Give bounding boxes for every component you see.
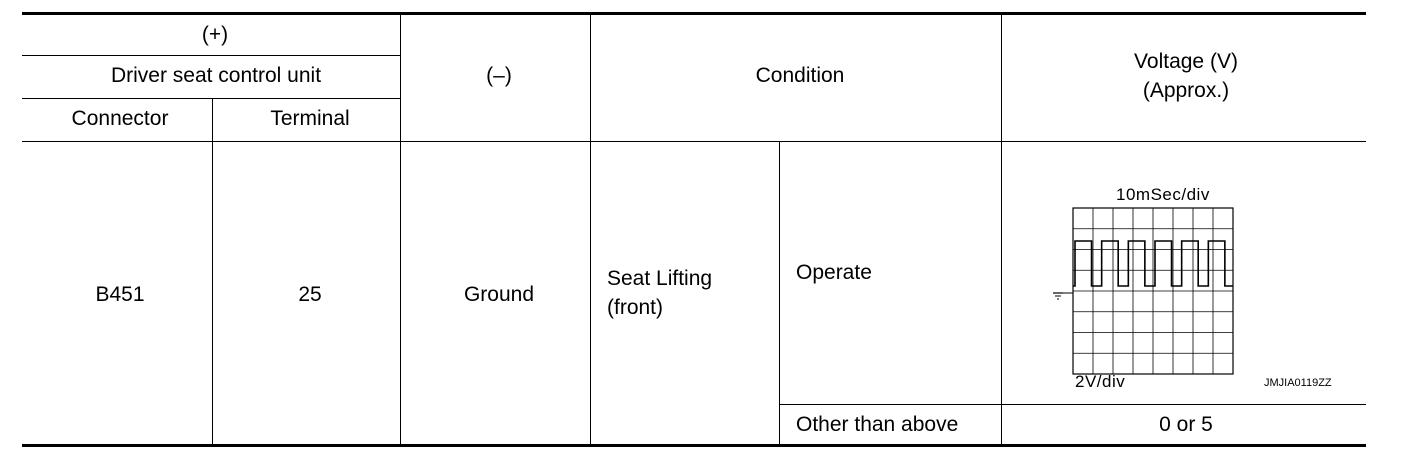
rule-above-other (779, 404, 1366, 405)
col-rule-condition-state (779, 141, 780, 446)
col-rule-minus-condition (590, 13, 591, 446)
header-voltage-approx: (Approx.) (1142, 79, 1230, 102)
scope-volt-div: 2V/div (1075, 372, 1126, 391)
cell-connector: B451 (95, 283, 145, 306)
scope-figure-code: JMJIA0119ZZ (1264, 377, 1332, 389)
header-plus: (+) (201, 23, 229, 46)
cell-condition-line2: (front) (607, 296, 664, 319)
cell-state-other: Other than above (796, 413, 959, 436)
scope-grid-svg (1040, 180, 1360, 395)
col-rule-connector-terminal (212, 98, 213, 446)
cell-condition-line1: Seat Lifting (607, 267, 713, 290)
rule-under-plus (22, 55, 401, 56)
header-bottom-rule (22, 141, 1366, 142)
table-bottom-border (22, 444, 1366, 447)
cell-voltage-other: 0 or 5 (1159, 413, 1213, 436)
cell-terminal: 25 (298, 283, 322, 306)
oscilloscope-waveform (1040, 180, 1360, 395)
table-top-border (22, 12, 1366, 15)
cell-minus: Ground (463, 283, 535, 306)
header-voltage: Voltage (V) (1134, 50, 1238, 73)
cell-state-operate: Operate (796, 261, 872, 284)
col-rule-plus-minus (400, 13, 401, 446)
col-rule-condition-voltage (1001, 13, 1002, 446)
header-connector: Connector (71, 107, 169, 130)
header-terminal: Terminal (270, 107, 350, 130)
header-condition: Condition (755, 64, 845, 87)
header-minus: (–) (486, 64, 512, 87)
scope-time-div: 10mSec/div (1116, 185, 1210, 204)
header-control-unit: Driver seat control unit (110, 64, 322, 87)
